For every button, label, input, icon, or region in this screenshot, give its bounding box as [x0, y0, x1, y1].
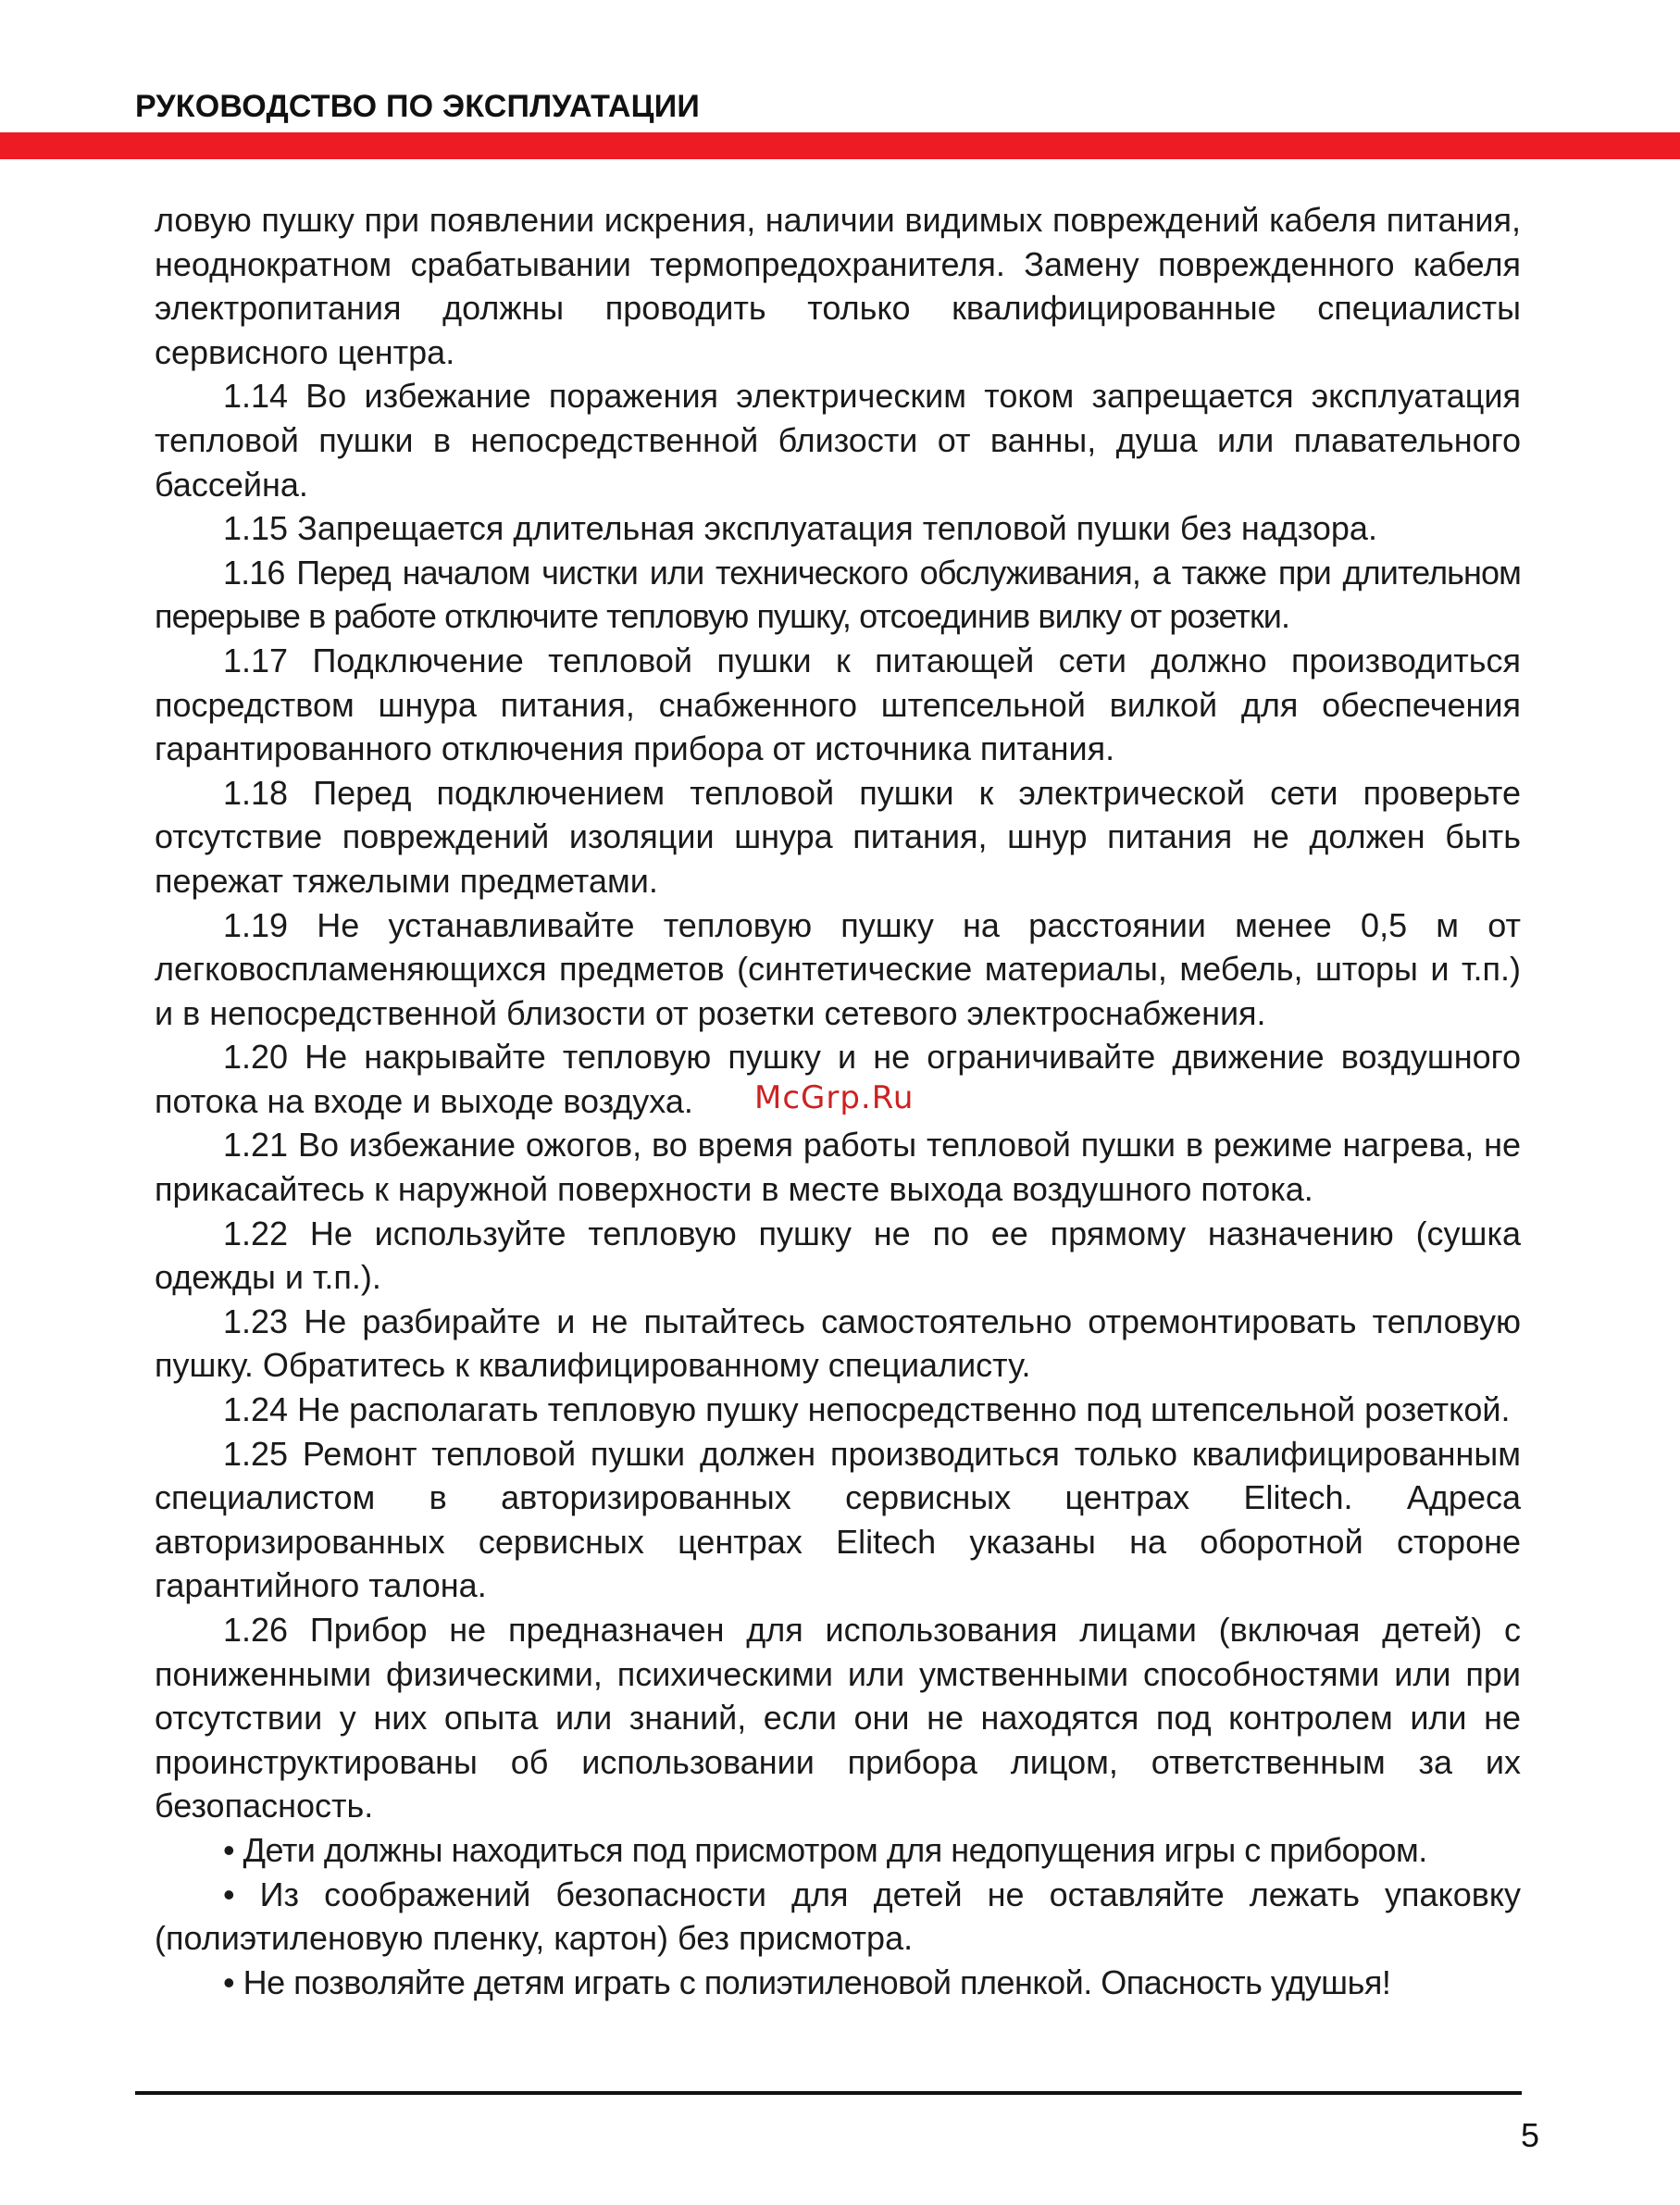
paragraph-1-18: 1.18 Перед подключением тепловой пушки к электрической сети проверьте отсутствие повреждений изоляции шнура питания, шнур питания не должен быть пережат тяжелыми предметами. [155, 773, 1521, 900]
paragraph-1-24: 1.24 Не располагать тепловую пушку непосредственно под штепсельной розеткой. [223, 1390, 1511, 1429]
bullet-item: • Не позволяйте детям играть с полиэтиленовой пленкой. Опасность удушья! [223, 1962, 1391, 2001]
bullet-item: • Из соображений безопасности для детей не оставляйте лежать упаковку (полиэтиленовую пленку, картон) без присмотра. [155, 1875, 1521, 1958]
header-red-bar [0, 132, 1680, 159]
bullet-item: • Дети должны находиться под присмотром для недопущения игры с прибором. [223, 1830, 1427, 1869]
paragraph-1-14: 1.14 Во избежание поражения электрическим током запрещается эксплуатация тепловой пушки в непосредственной близости от ванны, душа или плавательного бассейна. [155, 377, 1521, 504]
paragraph-1-21: 1.21 Во избежание ожогов, во время работы тепловой пушки в режиме нагрева, не прикасайтесь к наружной поверхности в месте выхода воздушного потока. [155, 1126, 1521, 1209]
paragraph-1-26: 1.26 Прибор не предназначен для использования лицами (включая детей) с пониженными физическими, психическими или умственными способностями или при отсутствии у них опыта или знаний, если они не находятся под контролем или не проинструктированы об использовании прибора лицом, ответственным за их безопасность. [155, 1611, 1521, 1825]
paragraph-1-16: 1.16 Перед началом чистки или технического обслуживания, а также при длительном перерыве в работе отключите тепловую пушку, отсоединив вилку от розетки. [155, 553, 1521, 636]
paragraph-1-19: 1.19 Не устанавливайте тепловую пушку на расстоянии менее 0,5 м от легковоспламеняющихся предметов (синтетические материалы, мебель, шторы и т.п.) и в непосредственной близости от розетки сетевого электроснабжения. [155, 905, 1521, 1032]
page-header-title: РУКОВОДСТВО ПО ЭКСПЛУАТАЦИИ [135, 89, 700, 124]
paragraph-1-23: 1.23 Не разбирайте и не пытайтесь самостоятельно отремонтировать тепловую пушку. Обратитесь к квалифицированному специалисту. [155, 1302, 1521, 1385]
footer-divider [135, 2091, 1522, 2095]
paragraph-1-22: 1.22 Не используйте тепловую пушку не по ее прямому назначению (сушка одежды и т.п.). [155, 1214, 1521, 1297]
paragraph-1-15: 1.15 Запрещается длительная эксплуатация тепловой пушки без надзора. [223, 509, 1377, 548]
paragraph-1-17: 1.17 Подключение тепловой пушки к питающей сети должно производиться посредством шнура питания, снабженного штепсельной вилкой для обеспечения гарантированного отключения прибора от источника питания. [155, 641, 1521, 768]
paragraph-1-25: 1.25 Ремонт тепловой пушки должен производиться только квалифицированным специалистом в авторизированных сервисных центрах Elitech. Адреса авторизированных сервисных центрах Elitech указаны на оборотной стороне гарантийного талона. [155, 1434, 1521, 1605]
paragraph-continuation: ловую пушку при появлении искрения, наличии видимых повреждений кабеля питания, неоднократном срабатывании термопредохранителя. Замену поврежденного кабеля электропитания должны проводить только квалифицированные специалисты сервисного центра. [155, 201, 1521, 371]
watermark-text: McGrp.Ru [754, 1079, 915, 1116]
page-number: 5 [1520, 2116, 1539, 2154]
paragraph-1-20: 1.20 Не накрывайте тепловую пушку и не ограничивайте движение воздушного потока на входе и выходе воздуха. [155, 1038, 1521, 1120]
